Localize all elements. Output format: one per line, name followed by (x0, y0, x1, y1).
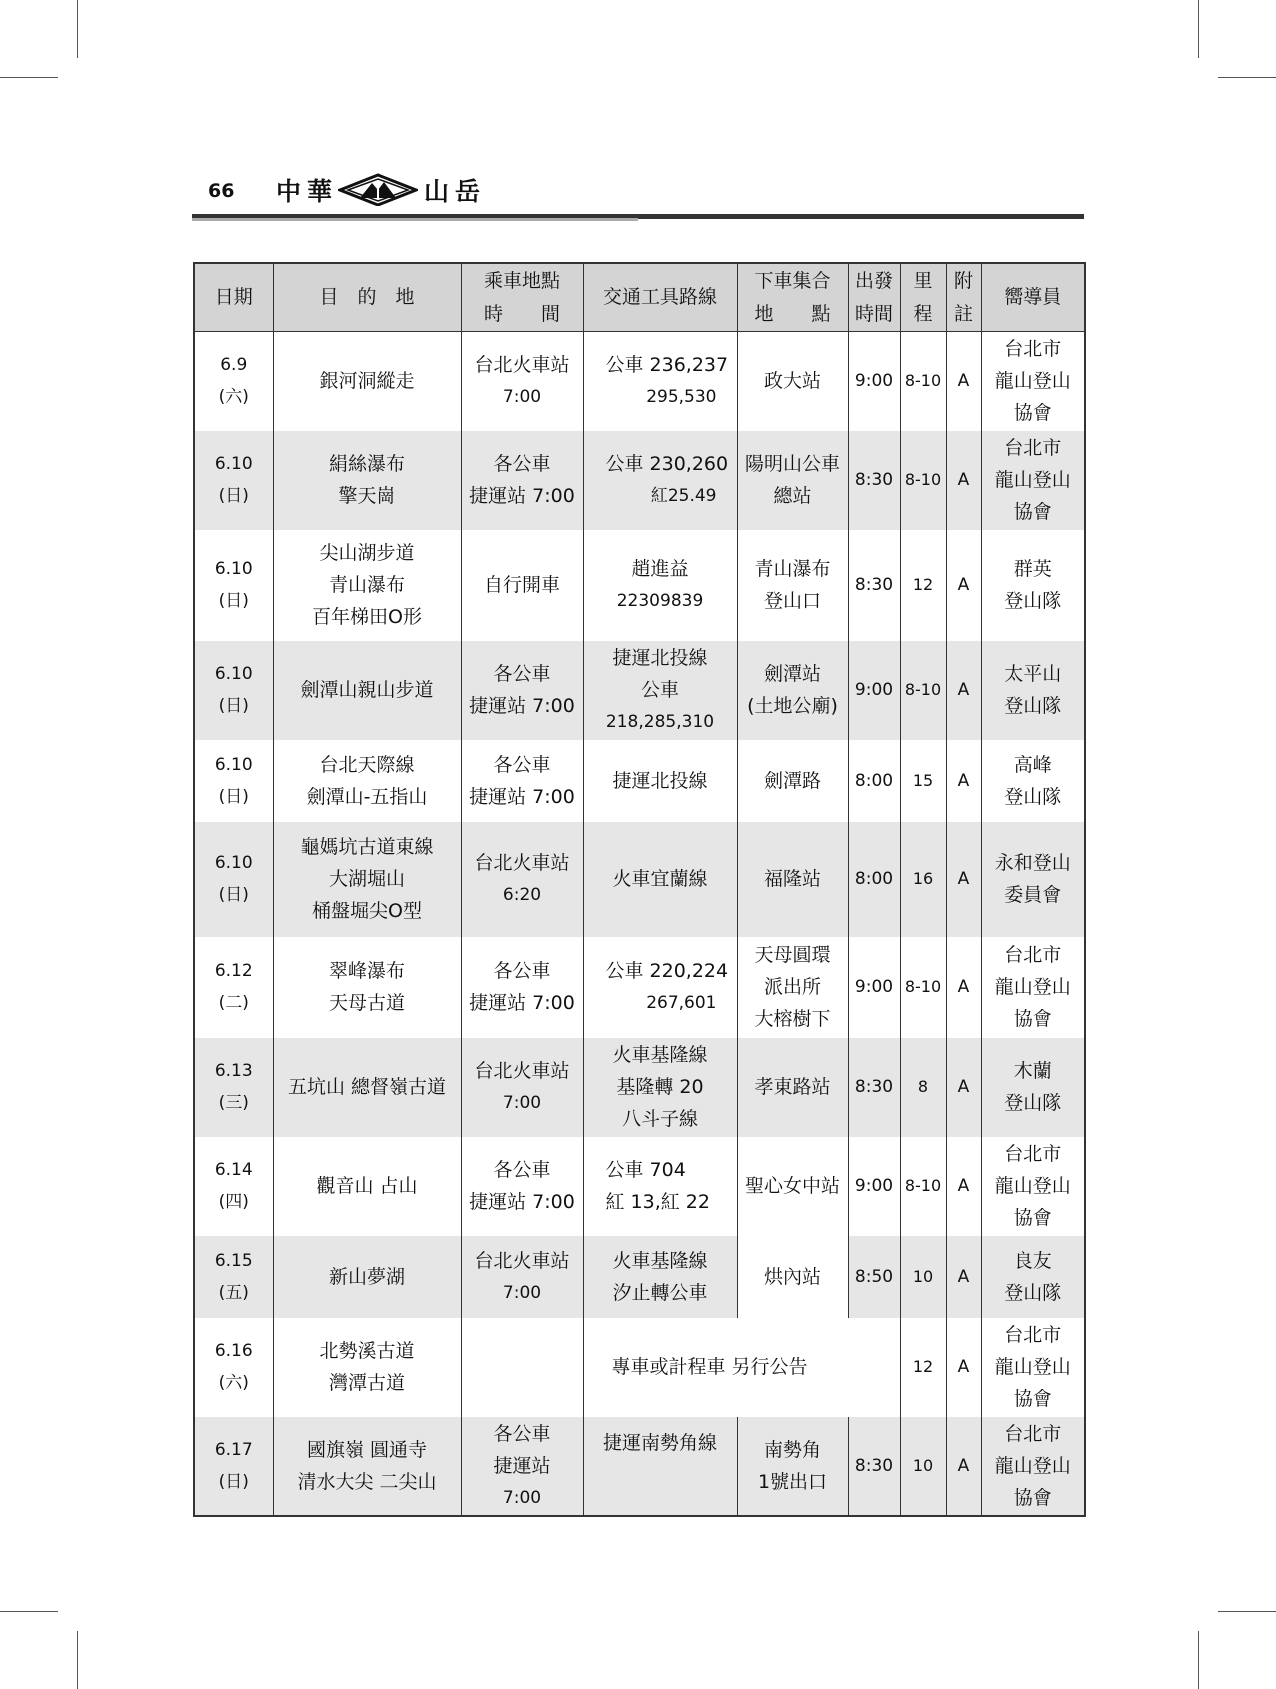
cell-date: 6.10 (日) (194, 431, 273, 530)
cell-note: A (946, 822, 981, 937)
cell-boarding (461, 1318, 583, 1417)
cell-date: 6.10 (日) (194, 641, 273, 740)
cell-distance: 10 (900, 1417, 946, 1516)
cell-leader: 木蘭 登山隊 (981, 1038, 1085, 1137)
cell-depart-time: 9:00 (848, 1137, 900, 1236)
table-row (194, 1038, 1085, 1137)
cell-note: A (946, 332, 981, 431)
cell-leader: 台北市 龍山登山 協會 (981, 332, 1085, 431)
cell-destination: 觀音山 占山 (273, 1137, 461, 1236)
cell-transport: 公車 230,260 紅25.49 (583, 431, 737, 530)
cell-depart-time: 8:30 (848, 431, 900, 530)
table-row (194, 641, 1085, 740)
cell-date: 6.13 (三) (194, 1038, 273, 1137)
crop-mark (1198, 0, 1199, 58)
cell-boarding: 台北火車站 6:20 (461, 822, 583, 937)
table-row (194, 937, 1085, 1038)
cell-destination: 國旗嶺 圓通寺 清水大尖 二尖山 (273, 1417, 461, 1516)
cell-depart-time: 8:50 (848, 1236, 900, 1318)
cell-distance: 15 (900, 740, 946, 822)
cell-destination: 龜媽坑古道東線 大湖堀山 桶盤堀尖O型 (273, 822, 461, 937)
header-date: 日期 (194, 263, 273, 332)
header-meeting: 下車集合 地 點 (737, 263, 848, 332)
cell-leader: 群英 登山隊 (981, 530, 1085, 641)
cell-transport: 捷運北投線 公車 218,285,310 (583, 641, 737, 740)
crop-mark (1198, 1631, 1199, 1689)
cell-transport: 公車 236,237 295,530 (583, 332, 737, 431)
cell-date: 6.12 (二) (194, 937, 273, 1038)
cell-leader: 台北市 龍山登山 協會 (981, 1318, 1085, 1417)
cell-date: 6.10 (日) (194, 822, 273, 937)
cell-note: A (946, 1236, 981, 1318)
cell-boarding: 各公車 捷運站 7:00 (461, 1417, 583, 1516)
cell-boarding: 台北火車站 7:00 (461, 332, 583, 431)
cell-distance: 8-10 (900, 332, 946, 431)
cell-transport: 火車基隆線 汐止轉公車 (583, 1236, 737, 1318)
cell-leader: 台北市 龍山登山 協會 (981, 937, 1085, 1038)
cell-distance: 12 (900, 530, 946, 641)
header-destination: 目 的 地 (273, 263, 461, 332)
header-note: 附 註 (946, 263, 981, 332)
cell-note: A (946, 641, 981, 740)
cell-leader: 永和登山 委員會 (981, 822, 1085, 937)
cell-depart-time: 8:30 (848, 1417, 900, 1516)
cell-meeting: 福隆站 (737, 822, 848, 937)
mountain-logo-icon (338, 172, 418, 206)
header-rule-thin (638, 218, 1084, 219)
table-row (194, 740, 1085, 822)
cell-distance: 8 (900, 1038, 946, 1137)
cell-transport: 火車宜蘭線 (583, 822, 737, 937)
cell-destination: 翠峰瀑布 天母古道 (273, 937, 461, 1038)
cell-distance: 16 (900, 822, 946, 937)
page-number: 66 (208, 180, 235, 202)
cell-note: A (946, 1038, 981, 1137)
cell-boarding: 各公車 捷運站 7:00 (461, 1137, 583, 1236)
cell-distance: 12 (900, 1318, 946, 1417)
cell-meeting: 劍潭站 (土地公廟) (737, 641, 848, 740)
cell-note: A (946, 530, 981, 641)
cell-depart-time: 9:00 (848, 641, 900, 740)
cell-depart-time: 8:30 (848, 1038, 900, 1137)
cell-transport: 公車 704 紅 13,紅 22 (583, 1137, 737, 1236)
cell-meeting: 青山瀑布 登山口 (737, 530, 848, 641)
cell-date: 6.9 (六) (194, 332, 273, 431)
header-transport: 交通工具路線 (583, 263, 737, 332)
cell-meeting: 天母圓環 派出所 大榕樹下 (737, 937, 848, 1038)
cell-meeting: 聖心女中站 (737, 1137, 848, 1236)
cell-leader: 太平山 登山隊 (981, 641, 1085, 740)
cell-distance: 8-10 (900, 1137, 946, 1236)
cell-depart-time: 8:30 (848, 530, 900, 641)
table-row (194, 530, 1085, 641)
cell-leader: 高峰 登山隊 (981, 740, 1085, 822)
cell-meeting: 孝東路站 (737, 1038, 848, 1137)
cell-leader: 台北市 龍山登山 協會 (981, 1137, 1085, 1236)
cell-meeting: 政大站 (737, 332, 848, 431)
cell-destination: 台北天際線 劍潭山-五指山 (273, 740, 461, 822)
header-leader: 嚮導員 (981, 263, 1085, 332)
cell-depart-time: 9:00 (848, 937, 900, 1038)
cell-boarding: 各公車 捷運站 7:00 (461, 937, 583, 1038)
cell-distance: 8-10 (900, 431, 946, 530)
cell-transport: 捷運北投線 (583, 740, 737, 822)
header-distance: 里 程 (900, 263, 946, 332)
cell-boarding: 台北火車站 7:00 (461, 1038, 583, 1137)
table-row (194, 1236, 1085, 1318)
cell-distance: 8-10 (900, 641, 946, 740)
cell-boarding: 自行開車 (461, 530, 583, 641)
cell-merged-transport: 專車或計程車 另行公告 (583, 1318, 900, 1417)
table-row (194, 1417, 1085, 1516)
hiking-schedule-table (193, 262, 1086, 1517)
cell-date: 6.10 (日) (194, 740, 273, 822)
cell-note: A (946, 1417, 981, 1516)
cell-date: 6.14 (四) (194, 1137, 273, 1236)
cell-leader: 台北市 龍山登山 協會 (981, 1417, 1085, 1516)
header-rule-shade (192, 218, 638, 221)
table-row (194, 1318, 1085, 1417)
cell-destination: 絹絲瀑布 擎天崗 (273, 431, 461, 530)
cell-destination: 五坑山 總督嶺古道 (273, 1038, 461, 1137)
cell-boarding: 各公車 捷運站 7:00 (461, 740, 583, 822)
crop-mark (1218, 1611, 1276, 1612)
cell-note: A (946, 1318, 981, 1417)
cell-date: 6.10 (日) (194, 530, 273, 641)
cell-depart-time: 8:00 (848, 740, 900, 822)
crop-mark (77, 1631, 78, 1689)
cell-distance: 8-10 (900, 937, 946, 1038)
table-row (194, 1137, 1085, 1236)
cell-note: A (946, 937, 981, 1038)
cell-leader: 良友 登山隊 (981, 1236, 1085, 1318)
cell-transport: 捷運南勢角線 (583, 1417, 737, 1516)
table-row (194, 822, 1085, 937)
cell-destination: 尖山湖步道 青山瀑布 百年梯田O形 (273, 530, 461, 641)
cell-meeting: 南勢角 1號出口 (737, 1417, 848, 1516)
cell-destination: 北勢溪古道 灣潭古道 (273, 1318, 461, 1417)
crop-mark (1218, 77, 1276, 78)
cell-meeting: 陽明山公車 總站 (737, 431, 848, 530)
journal-title-left: 中華 (276, 177, 339, 206)
cell-date: 6.16 (六) (194, 1318, 273, 1417)
cell-destination: 銀河洞縱走 (273, 332, 461, 431)
header-depart: 出發 時間 (848, 263, 900, 332)
table-header-row (194, 263, 1085, 332)
journal-title-right: 山岳 (424, 177, 487, 206)
crop-mark (77, 0, 78, 58)
cell-depart-time: 9:00 (848, 332, 900, 431)
cell-note: A (946, 740, 981, 822)
cell-date: 6.17 (日) (194, 1417, 273, 1516)
crop-mark (0, 1611, 58, 1612)
cell-destination: 新山夢湖 (273, 1236, 461, 1318)
cell-note: A (946, 431, 981, 530)
cell-transport: 公車 220,224 267,601 (583, 937, 737, 1038)
cell-note: A (946, 1137, 981, 1236)
cell-boarding: 各公車 捷運站 7:00 (461, 641, 583, 740)
cell-transport: 火車基隆線 基隆轉 20 八斗子線 (583, 1038, 737, 1137)
cell-boarding: 台北火車站 7:00 (461, 1236, 583, 1318)
cell-destination: 劍潭山親山步道 (273, 641, 461, 740)
cell-meeting: 劍潭路 (737, 740, 848, 822)
running-header (192, 172, 1084, 220)
cell-distance: 10 (900, 1236, 946, 1318)
table-row (194, 332, 1085, 431)
cell-depart-time: 8:00 (848, 822, 900, 937)
cell-meeting: 烘內站 (737, 1236, 848, 1318)
crop-mark (0, 77, 58, 78)
table-row (194, 431, 1085, 530)
header-boarding: 乘車地點 時 間 (461, 263, 583, 332)
cell-leader: 台北市 龍山登山 協會 (981, 431, 1085, 530)
cell-transport: 趙進益 22309839 (583, 530, 737, 641)
cell-boarding: 各公車 捷運站 7:00 (461, 431, 583, 530)
cell-date: 6.15 (五) (194, 1236, 273, 1318)
